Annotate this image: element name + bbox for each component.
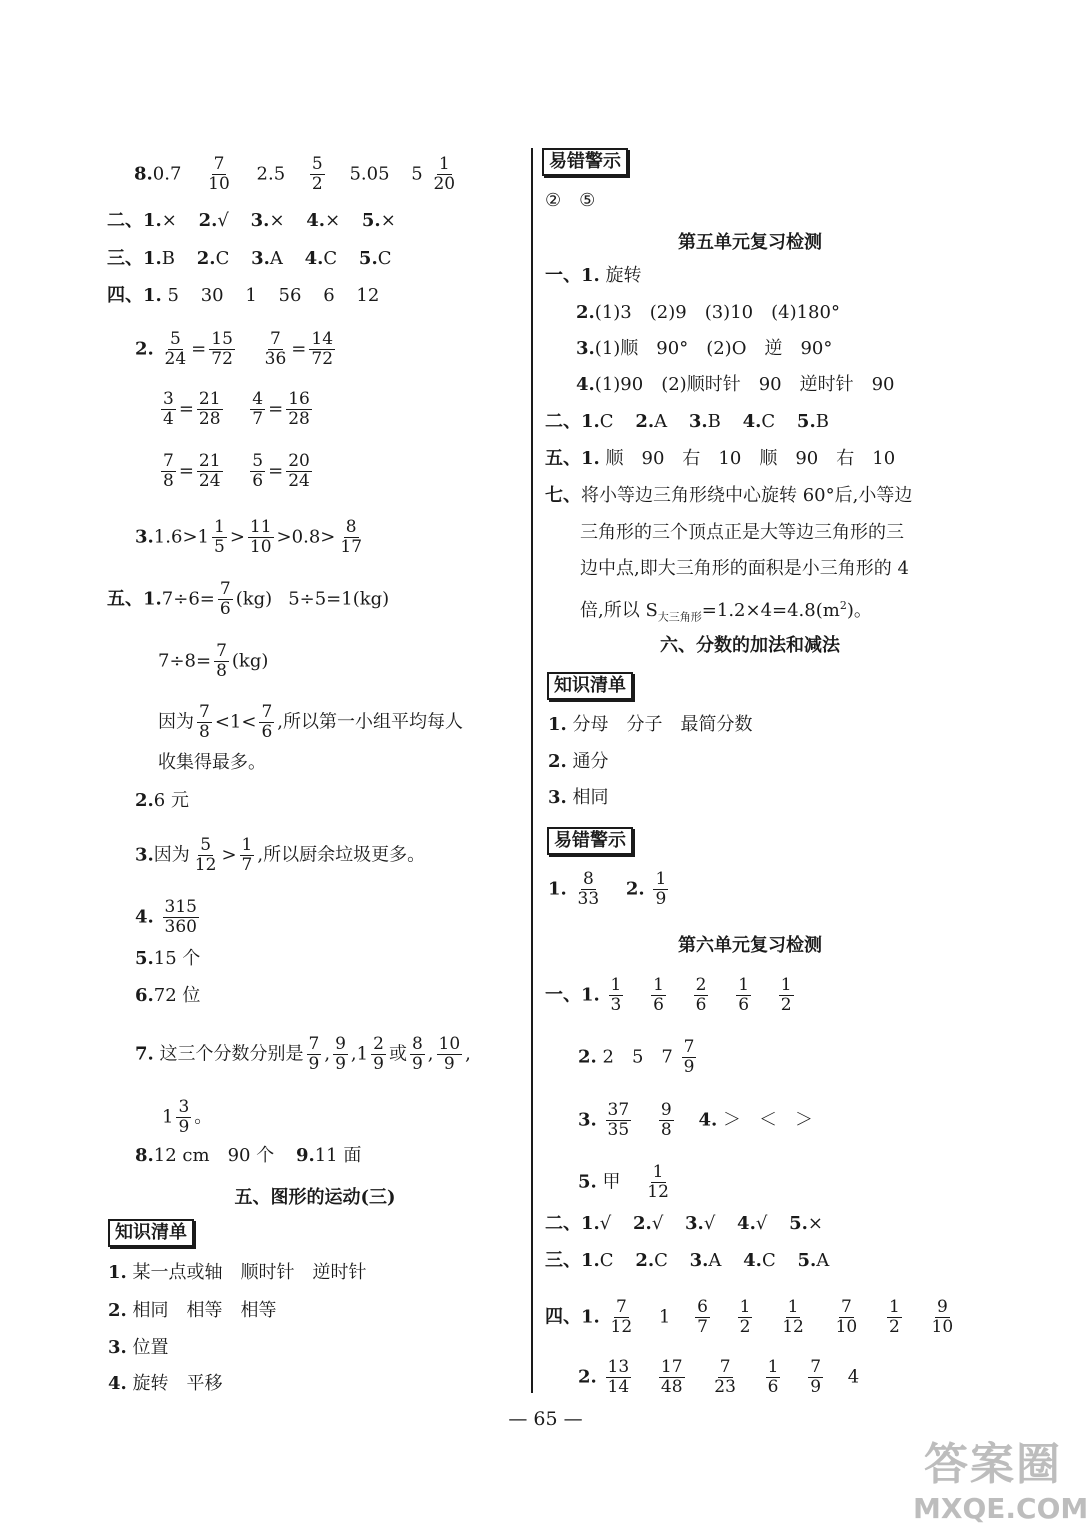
answer-value: C [761, 1250, 776, 1271]
left-k3 [108, 1337, 169, 1359]
answer-value: B [707, 411, 721, 432]
answer-value: 15 个 [153, 948, 201, 969]
fraction: $\frac{1}{12}$ [647, 1162, 669, 1202]
answer-value: × [269, 210, 285, 231]
answer-value: 分母 分子 最简分数 [572, 714, 753, 735]
compare-sign: > [182, 526, 198, 548]
left-sec4-3 [135, 518, 367, 557]
item-number: 1. [143, 285, 162, 306]
item-number: 2. [625, 878, 645, 900]
answer-value: 某一点或轴 顺时针 逆时针 [132, 1262, 367, 1283]
right-k3 [548, 787, 609, 809]
item-number: 5. [796, 411, 816, 432]
fraction: $\frac{14}{72}$ [311, 329, 334, 369]
compare-sign: > [221, 844, 237, 866]
answer-value: A [816, 1250, 830, 1271]
left-r8 [134, 155, 460, 194]
right-s2 [545, 411, 829, 433]
fraction: $\frac{2}{6}$ [695, 975, 707, 1015]
answer-value: C [654, 1250, 668, 1271]
item-number: 1. [581, 448, 600, 469]
watermark-url: MXQE.COM [913, 1492, 1089, 1525]
right-s7-line4 [580, 595, 872, 629]
right-t2 [545, 1213, 823, 1235]
equals-sign: = [291, 338, 307, 360]
error-warning-box: 易错警示 [542, 148, 628, 176]
compare-sign: > [320, 526, 336, 548]
answer-value: √ [703, 1213, 716, 1234]
right-t4-2 [578, 1358, 859, 1397]
left-sec5-2 [135, 790, 189, 812]
item-number: 4. [135, 906, 154, 928]
answer-value: 1 [197, 526, 209, 548]
item-number: 3. [251, 248, 270, 269]
answer-value: 56 [278, 285, 302, 306]
equals-sign: = [268, 398, 284, 420]
circled-answers: ② ⑤ [545, 190, 596, 211]
fraction: $\frac{1}{7}$ [241, 835, 253, 875]
answer-value: 30 [200, 285, 224, 306]
knowledge-list-box: 知识清单 [108, 1219, 194, 1247]
section-heading: 五、图形的运动(三) [234, 1187, 396, 1208]
answer-value: 0.7 [152, 163, 182, 185]
fraction: $\frac{1}{5}$ [213, 517, 225, 557]
right-s5 [545, 448, 895, 470]
left-sec5-5 [135, 948, 200, 970]
item-number: 9. [295, 1145, 315, 1166]
fraction: $\frac{9}{8}$ [660, 1100, 672, 1140]
item-number: 5. [358, 248, 378, 269]
fraction: $\frac{1}{12}$ [782, 1297, 804, 1337]
fraction: $\frac{13}{14}$ [607, 1357, 630, 1397]
item-number: 2. [635, 411, 655, 432]
answer-value: 6 元 [153, 790, 189, 811]
section-label: 四、 [545, 1306, 581, 1328]
answer-value: A [654, 411, 668, 432]
item-number: 2. [108, 1300, 127, 1321]
fraction: $\frac{9}{10}$ [931, 1297, 954, 1337]
answer-value: 位置 [132, 1337, 169, 1358]
fraction: $\frac{7}{8}$ [216, 641, 227, 681]
left-sec5-7-line1: 7. 这三个分数分别是 $\frac{7}{9}$ , $\frac{9}{9}$ ,1 $\frac{2}{9}$ 或 $\frac{8}{9}$ , $\frac{10}{9}$ , [135, 1034, 471, 1074]
answer-value: 5 [411, 163, 423, 185]
fraction: $\frac{1}{6}$ [738, 975, 750, 1015]
right-s7-line2: 三角形的三个顶点正是大等边三角形的三 [580, 522, 904, 543]
fraction: $\frac{1}{3}$ [610, 975, 622, 1015]
item-number: 4. [306, 210, 326, 231]
answer-value: 旋转 平移 [132, 1373, 223, 1394]
equals-sign: = [178, 398, 194, 420]
fraction: $\frac{5}{2}$ [311, 154, 323, 194]
right-s1-4 [576, 374, 895, 396]
text: <1< [214, 711, 257, 733]
item-number: 4. [576, 374, 595, 395]
answer-value: 11 面 [314, 1145, 362, 1166]
answer-value: 顺 90 右 10 顺 90 右 10 [605, 448, 896, 469]
subscript: 大三角形 [657, 610, 702, 624]
text: ,所以厨余垃圾更多。 [257, 844, 426, 866]
item-number: 2. [578, 1046, 597, 1068]
answer-value: 1 [245, 285, 257, 306]
fraction: $\frac{7}{9}$ [810, 1357, 822, 1397]
text: 或 [388, 1043, 407, 1065]
right-t1-1 [545, 976, 797, 1015]
item-number: 3. [685, 1213, 704, 1234]
expression: 7÷6= [161, 588, 215, 610]
compare-sign: > [229, 526, 245, 548]
fraction: $\frac{7}{10}$ [208, 154, 230, 194]
left-sec2 [107, 210, 396, 232]
item-number: 2. [576, 302, 595, 323]
fraction: $\frac{1}{6}$ [653, 975, 664, 1015]
column-divider [531, 148, 533, 1393]
right-t1-2 [578, 1038, 699, 1077]
answer-value: 1 [356, 1043, 369, 1065]
answer-value: 2 5 7 [602, 1046, 673, 1068]
right-t4-1 [545, 1298, 958, 1337]
fraction: $\frac{1}{2}$ [888, 1297, 900, 1337]
fraction: $\frac{21}{24}$ [198, 451, 221, 491]
item-number: 1. [581, 1213, 600, 1234]
item-number: 1. [143, 210, 162, 231]
item-number: 4. [108, 1373, 127, 1394]
item-number: 1. [108, 1262, 127, 1283]
left-sec5-1-line4: 收集得最多。 [158, 752, 266, 773]
fraction: $\frac{2}{9}$ [373, 1034, 384, 1074]
equals-sign: = [178, 460, 194, 482]
fraction: $\frac{7}{8}$ [199, 702, 210, 742]
unit: (kg) [235, 588, 273, 610]
answer-value: √ [755, 1213, 768, 1234]
left-sec5-1-line3 [158, 703, 463, 742]
item-number: 1. [548, 714, 567, 735]
section-label: 五、 [545, 448, 581, 469]
item-number: 1. [581, 1250, 600, 1271]
answer-value: 5.05 [349, 163, 390, 185]
answer-value: × [161, 210, 177, 231]
item-number: 1. [581, 984, 600, 1006]
answer-value: A [708, 1250, 722, 1271]
answer-value: 相同 相等 相等 [132, 1300, 277, 1321]
answer-value: B [161, 248, 176, 269]
fraction: $\frac{7}{9}$ [308, 1034, 320, 1074]
fraction: $\frac{1}{6}$ [767, 1357, 779, 1397]
answer-value: × [807, 1213, 823, 1234]
right-k2 [548, 751, 609, 773]
page-number: — 65 — [508, 1408, 583, 1430]
compare-sign: > [276, 526, 292, 548]
answer-value: C [215, 248, 230, 269]
text: 。 [194, 1106, 213, 1128]
fraction: $\frac{3}{9}$ [178, 1097, 190, 1137]
left-sec4-1 [107, 285, 379, 307]
answer-value: B [815, 411, 829, 432]
answer-value: 1 [162, 1106, 174, 1128]
fraction: $\frac{3}{4}$ [163, 389, 174, 429]
section-label: 一、 [545, 265, 581, 286]
right-s7-line1 [545, 485, 912, 507]
fraction: $\frac{7}{6}$ [261, 702, 273, 742]
item-number: 5. [361, 210, 381, 231]
equals-sign: = [191, 338, 207, 360]
fraction: $\frac{1}{9}$ [655, 869, 667, 909]
section-heading: 第五单元复习检测 [678, 232, 822, 253]
item-number: 2. [548, 751, 567, 772]
answer-value: A [269, 248, 283, 269]
left-sec4-2-row2 [158, 390, 315, 429]
fraction: $\frac{6}{7}$ [697, 1297, 708, 1337]
answer-value: C [761, 411, 776, 432]
section-label: 三、 [107, 248, 143, 269]
fraction: $\frac{15}{72}$ [211, 329, 233, 369]
text: =1.2×4=4.8(m [701, 600, 840, 621]
fraction: $\frac{21}{28}$ [198, 389, 221, 429]
item-number: 1. [143, 588, 162, 610]
item-number: 3. [576, 338, 595, 359]
item-number: 4. [742, 411, 762, 432]
item-number: 8. [134, 163, 153, 185]
left-sec4-2-row1 [135, 330, 338, 369]
answer-value: C [599, 411, 614, 432]
item-number: 5. [135, 948, 154, 969]
text: 这三个分数分别是 [159, 1043, 304, 1065]
item-number: 7. [135, 1043, 154, 1065]
item-number: 4. [698, 1109, 718, 1131]
section-heading: 六、分数的加法和减法 [660, 635, 840, 656]
watermark-logo [913, 1428, 1089, 1528]
fraction: $\frac{17}{48}$ [660, 1357, 683, 1397]
fraction: $\frac{5}{6}$ [252, 451, 264, 491]
answer-value: √ [651, 1213, 664, 1234]
fraction: $\frac{7}{6}$ [219, 579, 231, 619]
fraction: $\frac{7}{36}$ [264, 329, 287, 369]
answer-value: × [325, 210, 341, 231]
right-t1-5 [578, 1163, 674, 1202]
item-number: 2. [196, 248, 216, 269]
answer-value: 1.6 [153, 526, 183, 548]
item-number: 4. [304, 248, 324, 269]
fraction: $\frac{16}{28}$ [288, 389, 310, 429]
answer-value: 旋转 [605, 265, 642, 286]
item-number: 8. [135, 1145, 154, 1166]
right-s7-line3: 边中点,即大三角形的面积是小三角形的 4 [580, 558, 909, 579]
section-label: 二、 [545, 1213, 581, 1234]
right-s1-2 [576, 302, 840, 324]
item-number: 2. [135, 338, 154, 360]
left-sec5-6 [135, 985, 200, 1007]
answer-value: 72 位 [153, 985, 201, 1006]
fraction: $\frac{1}{2}$ [780, 975, 792, 1015]
fraction: $\frac{20}{24}$ [288, 451, 310, 491]
answer-value: 4 [847, 1366, 860, 1388]
item-number: 3. [689, 1250, 709, 1271]
item-number: 3. [688, 411, 708, 432]
item-number: 1. [548, 878, 567, 900]
answer-value: 12 cm 90 个 [153, 1145, 275, 1166]
item-number: 5. [797, 1250, 817, 1271]
fraction: $\frac{1}{2}$ [739, 1297, 751, 1337]
answer-value: (1)3 (2)9 (3)10 (4)180° [594, 302, 840, 323]
knowledge-list-box: 知识清单 [547, 672, 633, 700]
fraction: $\frac{7}{23}$ [714, 1357, 736, 1397]
item-number: 3. [578, 1109, 597, 1131]
item-number: 2. [635, 1250, 655, 1271]
item-number: 4. [743, 1250, 762, 1271]
fraction: $\frac{10}{9}$ [438, 1034, 461, 1074]
text: 因为 [158, 711, 194, 733]
answer-value: C [323, 248, 338, 269]
answer-value: √ [217, 210, 229, 231]
left-sec5-1-line1 [107, 580, 389, 619]
item-number: 1. [581, 1306, 600, 1328]
answer-value: (1)顺 90° (2)O 逆 90° [594, 338, 833, 359]
expression: 7÷8= [158, 650, 212, 672]
item-number: 5. [578, 1171, 597, 1193]
left-sec3 [107, 248, 392, 270]
answer-value: 6 [323, 285, 335, 306]
answer-value: × [380, 210, 396, 231]
left-sec5-4 [135, 898, 202, 937]
item-number: 1. [581, 411, 600, 432]
answer-value: (1)90 (2)顺时针 90 逆时针 90 [594, 374, 895, 395]
text: 倍,所以 S [580, 600, 658, 621]
item-number: 3. [135, 844, 154, 866]
item-number: 1. [143, 248, 162, 269]
superscript: 2 [839, 599, 847, 612]
left-k1 [108, 1262, 367, 1284]
fraction: $\frac{9}{9}$ [335, 1034, 346, 1074]
fraction: $\frac{7}{10}$ [835, 1297, 858, 1337]
item-number: 3. [548, 787, 567, 808]
item-number: 3. [250, 210, 270, 231]
right-t3 [545, 1250, 829, 1272]
fraction: $\frac{315}{360}$ [164, 897, 197, 937]
error-warning-box: 易错警示 [547, 827, 633, 855]
fraction: $\frac{8}{9}$ [411, 1034, 423, 1074]
item-number: 3. [108, 1337, 127, 1358]
answer-value: 甲 [602, 1171, 621, 1193]
item-number: 1. [581, 265, 600, 286]
left-sec4-2-row3 [158, 452, 315, 491]
answer-value: ＞ ＜ ＞ [723, 1109, 813, 1131]
expression: 5÷5=1(kg) [288, 588, 390, 610]
right-e1 [548, 870, 671, 909]
section-label: 一、 [545, 984, 581, 1006]
left-sec5-7-line2 [162, 1098, 212, 1137]
answer-value: 0.8 [291, 526, 321, 548]
item-number: 2. [135, 790, 154, 811]
item-number: 2. [633, 1213, 652, 1234]
text: 因为 [153, 844, 190, 866]
fraction: $\frac{8}{17}$ [340, 517, 363, 557]
right-t1-3-4 [578, 1101, 813, 1140]
page-number-value: 65 [533, 1408, 558, 1430]
fraction: $\frac{7}{9}$ [683, 1037, 695, 1077]
fraction: $\frac{7}{8}$ [163, 451, 174, 491]
unit: (kg) [231, 650, 269, 672]
fraction: $\frac{37}{35}$ [607, 1100, 630, 1140]
left-sec5-1-line2 [158, 642, 268, 681]
item-number: 4. [737, 1213, 756, 1234]
fraction: $\frac{1}{20}$ [433, 154, 456, 194]
left-sec5-8-9 [135, 1145, 361, 1167]
answer-value: 1 [658, 1306, 671, 1328]
item-number: 3. [135, 526, 154, 548]
equals-sign: = [268, 460, 284, 482]
text: 将小等边三角形绕中心旋转 60°后,小等边 [581, 485, 913, 506]
right-s1-1 [545, 265, 642, 287]
section-label: 三、 [545, 1250, 581, 1271]
section-label: 五、 [107, 588, 143, 610]
right-k1 [548, 714, 753, 736]
answer-value: 相同 [572, 787, 609, 808]
item-number: 2. [198, 210, 218, 231]
fraction: $\frac{8}{33}$ [577, 869, 600, 909]
left-k4 [108, 1373, 223, 1395]
watermark-text: 答案圈 [924, 1439, 1062, 1490]
answer-value: 12 [356, 285, 380, 306]
item-number: 5. [789, 1213, 808, 1234]
answer-value: C [599, 1250, 614, 1271]
fraction: $\frac{4}{7}$ [252, 389, 264, 429]
answer-value: 2.5 [256, 163, 286, 185]
section-label: 二、 [545, 411, 581, 432]
answer-value: √ [599, 1213, 612, 1234]
fraction: $\frac{5}{12}$ [194, 835, 217, 875]
section-label: 七、 [545, 485, 581, 506]
fraction: $\frac{7}{12}$ [610, 1297, 633, 1337]
fraction: $\frac{11}{10}$ [249, 517, 272, 557]
fraction: $\frac{5}{24}$ [164, 329, 187, 369]
answer-value: 通分 [572, 751, 609, 772]
answer-value: C [377, 248, 392, 269]
section-heading: 第六单元复习检测 [678, 935, 822, 956]
text: )。 [846, 600, 872, 621]
section-label: 四、 [107, 285, 143, 306]
text: ,所以第一小组平均每人 [277, 711, 464, 733]
left-k2 [108, 1300, 277, 1322]
left-sec5-3 [135, 836, 425, 875]
item-number: 2. [578, 1366, 597, 1388]
section-label: 二、 [107, 210, 143, 231]
item-number: 6. [135, 985, 154, 1006]
answer-value: 5 [167, 285, 179, 306]
right-s1-3 [576, 338, 832, 360]
